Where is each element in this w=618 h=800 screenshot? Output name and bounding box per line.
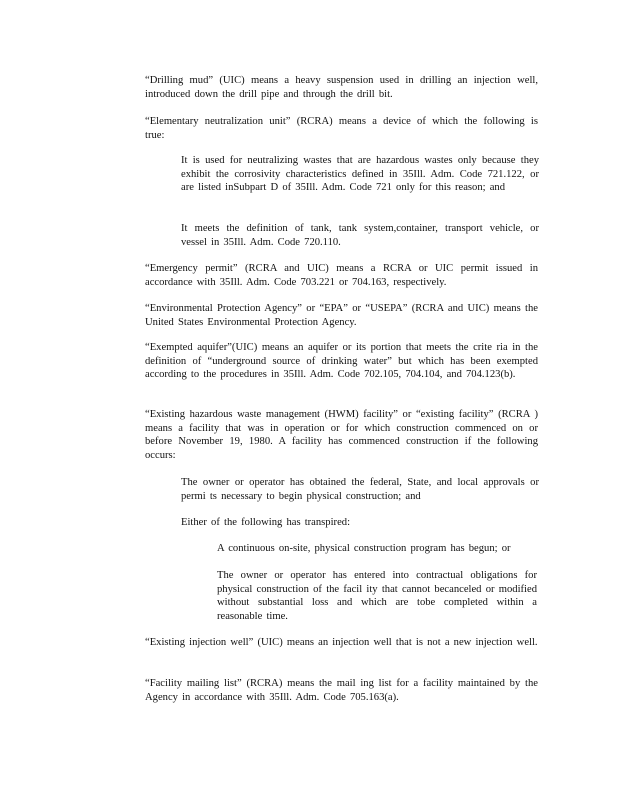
definition-exempted-aquifer: “Exempted aquifer”(UIC) means an aquifer or its portion that meets the crite ria in the definition of “underground source of drinking water” but which has been exempted according to the procedures in 35Ill. Adm. Code 702.105, 704.104, and 704.123(b). <box>145 342 538 381</box>
list-item-neutralizing-wastes: It is used for neutralizing wastes that are hazardous wastes only because they exhibit the corrosivity characteristics defined in 35Ill. Adm. Code 721.122, or are listed inSubpart D of 35Ill. Adm. Code 721 only for this reason; and <box>181 155 539 194</box>
sublist-item-contractual-obligations: The owner or operator has entered into contractual obligations for physical construction of the facil ity that cannot becanceled or modified without substantial loss and which are tobe completed within a reasonable time. <box>217 570 537 622</box>
definition-facility-mailing-list: “Facility mailing list” (RCRA) means the mail ing list for a facility maintained by the Agency in accordance with 35Ill. Adm. Code 705.163(a). <box>145 678 538 703</box>
definition-elementary-neutralization-unit: “Elementary neutralization unit” (RCRA) means a device of which the following is true: <box>145 116 538 141</box>
definition-existing-hwm-facility: “Existing hazardous waste management (HWM) facility” or “existing facility” (RCRA ) means a facility that was in operation or for which construction commenced on or before November 19, 1980. A facility has commenced construction if the following occurs: <box>145 409 538 461</box>
list-item-either-following: Either of the following has transpired: <box>181 517 351 528</box>
list-item-owner-obtained-approvals: The owner or operator has obtained the federal, State, and local approvals or permi ts necessary to begin physical construction; and <box>181 477 539 502</box>
list-item-meets-tank-definition: It meets the definition of tank, tank system,container, transport vehicle, or vessel in 35Ill. Adm. Code 720.110. <box>181 223 539 248</box>
definition-environmental-protection-agency: “Environmental Protection Agency” or “EPA” or “USEPA” (RCRA and UIC) means the United States Environmental Protection Agency. <box>145 303 538 328</box>
sublist-item-continuous-construction: A continuous on-site, physical construction program has begun; or <box>217 543 511 554</box>
definition-drilling-mud: “Drilling mud” (UIC) means a heavy suspension used in drilling an injection well, introduced down the drill pipe and through the drill bit. <box>145 75 538 100</box>
definition-emergency-permit: “Emergency permit” (RCRA and UIC) means a RCRA or UIC permit issued in accordance with 35Ill. Adm. Code 703.221 or 704.163, respectively. <box>145 263 538 288</box>
definition-existing-injection-well: “Existing injection well” (UIC) means an injection well that is not a new injection well. <box>145 637 538 648</box>
